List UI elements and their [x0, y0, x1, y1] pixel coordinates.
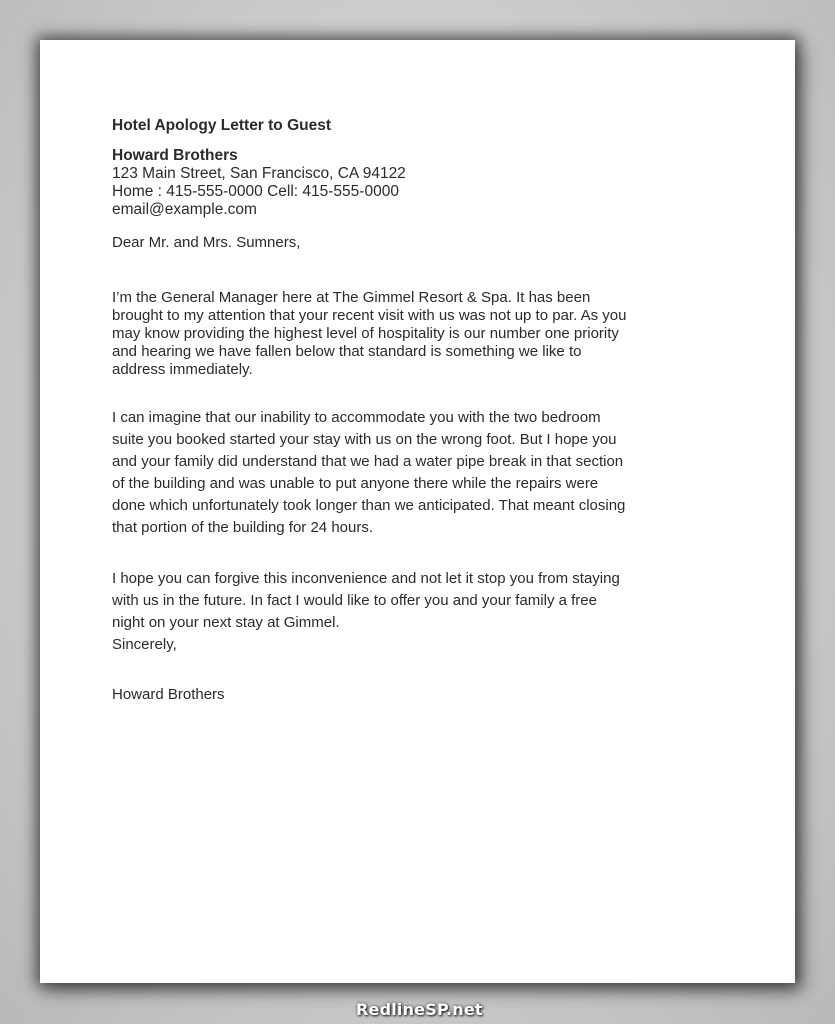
- letter-page: [40, 40, 795, 983]
- paragraph-line: and hearing we have fallen below that standard is something we like to: [112, 343, 582, 360]
- signature-name: Howard Brothers: [112, 686, 225, 703]
- paragraph-line: I’m the General Manager here at The Gimmel Resort & Spa. It has been: [112, 289, 591, 306]
- closing: Sincerely,: [112, 636, 177, 653]
- letter-title: Hotel Apology Letter to Guest: [112, 117, 332, 134]
- paragraph-explanation: [112, 407, 732, 539]
- watermark: RedlineSP.net: [356, 1000, 483, 1019]
- paragraph-line: I can imagine that our inability to accommodate you with the two bedroom: [112, 409, 601, 426]
- paragraph-line: of the building and was unable to put anyone there while the repairs were: [112, 475, 599, 492]
- paragraph-line: suite you booked started your stay with us on the wrong foot. But I hope you: [112, 431, 617, 448]
- salutation: Dear Mr. and Mrs. Sumners,: [112, 234, 301, 251]
- paragraph-line: brought to my attention that your recent visit with us was not up to par. As you: [112, 307, 627, 324]
- paragraph-line: night on your next stay at Gimmel.: [112, 614, 340, 631]
- paragraph-line: may know providing the highest level of hospitality is our number one priority: [112, 325, 619, 342]
- paragraph-line: address immediately.: [112, 361, 253, 378]
- paragraph-line: I hope you can forgive this inconvenience and not let it stop you from staying: [112, 570, 620, 587]
- sender-name: Howard Brothers: [112, 147, 238, 164]
- paragraph-intro: [112, 289, 732, 379]
- paragraph-line: and your family did understand that we had a water pipe break in that section: [112, 453, 624, 470]
- sender-phones: Home : 415-555-0000 Cell: 415-555-0000: [112, 183, 399, 200]
- paragraph-line: done which unfortunately took longer than we anticipated. That meant closing: [112, 497, 626, 514]
- paragraph-line: with us in the future. In fact I would like to offer you and your family a free: [112, 592, 597, 609]
- paragraph-offer: [112, 568, 732, 634]
- paragraph-line: that portion of the building for 24 hours.: [112, 519, 374, 536]
- sender-email: email@example.com: [112, 201, 257, 218]
- sender-address: 123 Main Street, San Francisco, CA 94122: [112, 165, 406, 182]
